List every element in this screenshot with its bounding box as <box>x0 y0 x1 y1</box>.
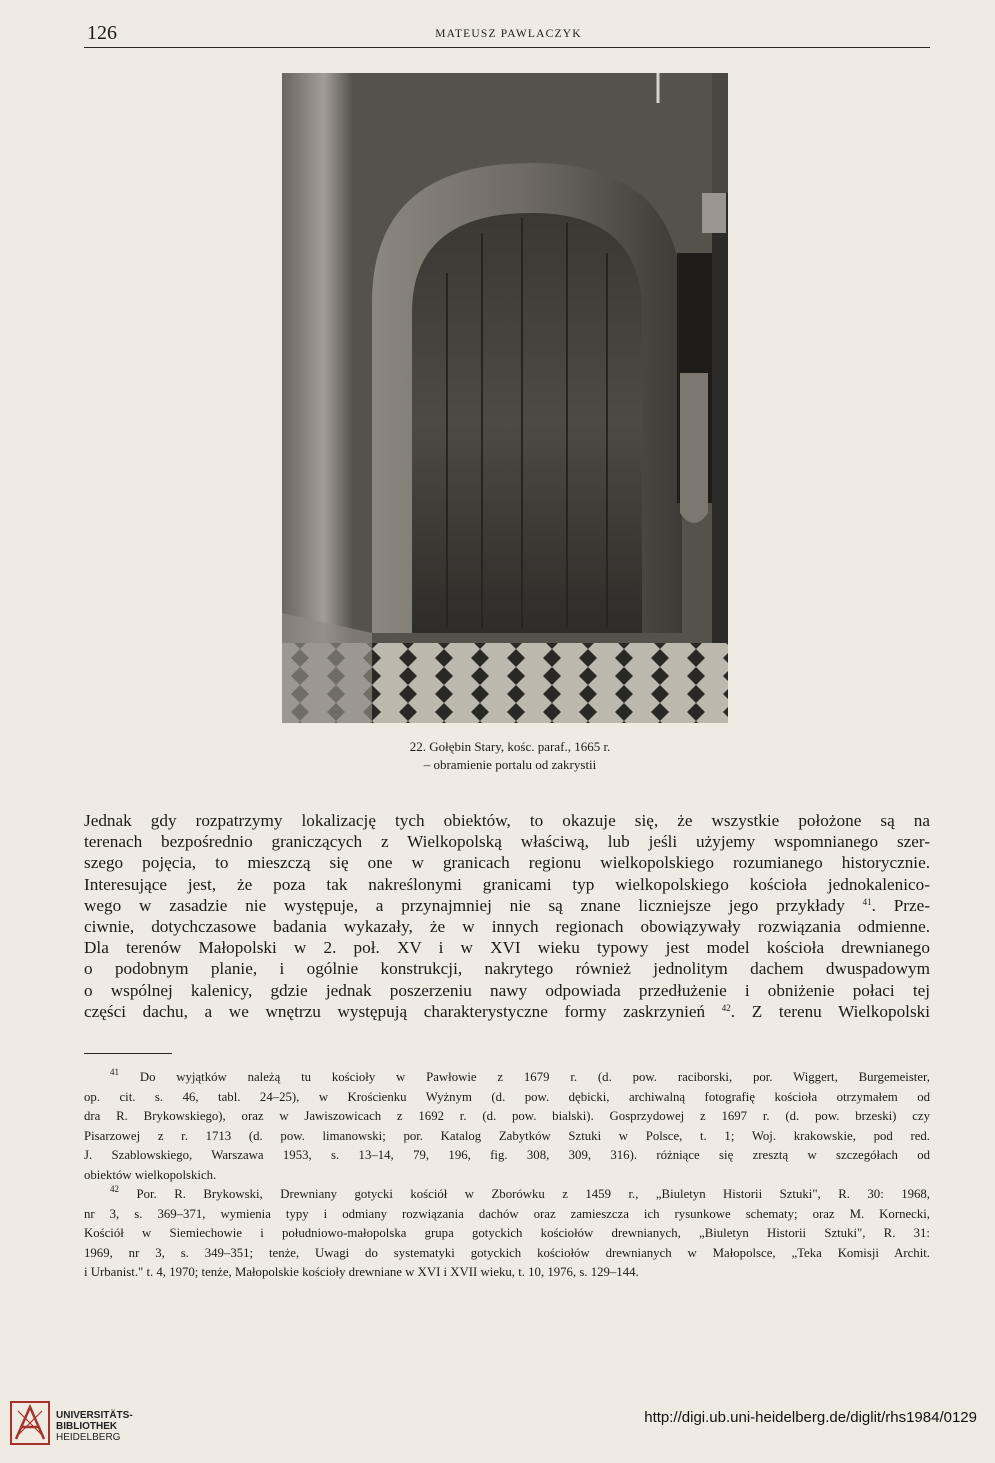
body-paragraph <box>84 810 930 1022</box>
footnote-rule <box>84 1053 172 1054</box>
header-rule <box>84 47 930 48</box>
footnote-42-line <box>84 1185 930 1205</box>
portal-photo-illustration <box>282 73 728 723</box>
footnote-42-line: 1969, nr 3, s. 349–351; tenże, Uwagi do systematyki gotyckich kościołów drewnianych w Małopolsce, „Teka Komisji Archit. <box>84 1245 930 1260</box>
body-line-tail: . Z terenu Wielkopolski <box>730 1001 930 1021</box>
body-line: Dla terenów Małopolski w 2. poł. XV i w XVI wieku typowy jest model kościoła drewnianego <box>84 938 930 958</box>
figure-photograph <box>282 73 728 723</box>
library-logo-icon <box>10 1401 50 1445</box>
body-line: terenach bezpośrednio graniczących z Wielkopolską właściwą, lub jeśli użyjemy wspomnianego szer- <box>84 832 930 852</box>
footnote-text: Do wyjątków należą tu kościoły w Pawłowie z 1679 r. (d. pow. raciborski, por. Wiggert, Burgemeister, <box>139 1070 930 1084</box>
library-name-line-2: BIBLIOTHEK <box>56 1421 118 1432</box>
footnote-ref-42: 42 <box>721 1002 731 1013</box>
body-line <box>84 1001 930 1022</box>
page-number: 126 <box>87 22 117 44</box>
figure-caption <box>260 738 760 774</box>
body-line: szego pojęcia, to mieszczą się one w granicach regionu wielkopolskiego rozumianego historycznie. <box>84 853 930 873</box>
library-name-line-3: HEIDELBERG <box>56 1432 121 1443</box>
caption-line-2: – obramienie portalu od zakrystii <box>423 757 597 772</box>
caption-line-1: 22. Gołębin Stary, kośc. paraf., 1665 r. <box>409 739 611 754</box>
body-line: ciwnie, dotychczasowe badania wykazały, że w innych regionach obowiązywały rozwiązania odmienne. <box>84 917 930 937</box>
footnotes <box>84 1068 930 1283</box>
source-url-link[interactable]: http://digi.ub.uni-heidelberg.de/diglit/rhs1984/0129 <box>644 1409 977 1426</box>
footnote-41-line: J. Szablowskiego, Warszawa 1953, s. 13–14, 79, 196, fig. 308, 309, 316). różniące się zresztą w szczegółach od <box>84 1148 930 1162</box>
footnote-41-line: dra R. Brykowskiego), oraz w Jawiszowicach z 1692 r. (d. pow. bialski). Gosprzydowej z 1697 r. (d. pow. brzeski) czy <box>84 1109 930 1123</box>
running-head: MATEUSZ PAWLACZYK <box>435 28 582 40</box>
body-line: o wspólnej kalenicy, gdzie jednak poszerzeniu nawy odpowiada przedłużenie i obniżenie połaci tej <box>84 980 930 1000</box>
footnote-41-line: obiektów wielkopolskich. <box>84 1167 217 1182</box>
footnote-ref-41: 41 <box>862 896 872 907</box>
footnote-text: Por. R. Brykowski, Drewniany gotycki kościół w Zborówku z 1459 r., „Biuletyn Historii Sztuki", R. 30: 1968, <box>136 1187 930 1201</box>
body-line-text: wego w zasadzie nie występuje, a przynajmniej nie są znane liczniejsze jego przykłady <box>84 895 845 915</box>
library-name <box>56 1410 133 1443</box>
footnote-41-line: Pisarzowej z r. 1713 (d. pow. limanowski; por. Katalog Zabytków Sztuki w Polsce, t. 1; Woj. krakowskie, pod red. <box>84 1128 930 1143</box>
footnote-41-number: 41 <box>110 1068 119 1077</box>
body-line <box>84 895 930 916</box>
footnote-42-number: 42 <box>110 1185 119 1194</box>
body-line: o podobnym planie, i ogólnie konstrukcji, nakrytego również jednolitym dachem dwuspadowym <box>84 959 930 979</box>
footnote-42-line: i Urbanist." t. 4, 1970; tenże, Małopolskie kościoły drewniane w XVI i XVII wieku, t. 10, 1976, s. 129–144. <box>84 1265 639 1279</box>
footnote-42-line: nr 3, s. 369–371, wymienia typy i odmiany rozwiązania dachów oraz zamieszcza ich rysunkowe schematy; oraz M. Kornecki, <box>84 1206 930 1221</box>
body-line-tail: . Prze- <box>871 895 931 915</box>
body-line: Interesujące jest, że poza tak nakreślonymi granicami typ wielkopolskiego kościoła jednokalenico- <box>84 874 930 894</box>
footnote-42-line: Kościół w Siemiechowie i południowo-małopolska grupa gotyckich kościołów drewnianych, „Biuletyn Historii Sztuki", R. 31: <box>84 1226 930 1240</box>
footnote-41-line: op. cit. s. 46, tabl. 24–25), w Krościenku Wyżnym (d. pow. dębicki, archiwalną fotografię kościoła otrzymałem od <box>84 1089 930 1104</box>
body-line-text: części dachu, a we wnętrzu występują charakterystyczne formy zaskrzynień <box>84 1001 706 1021</box>
library-name-line-1: UNIVERSITÄTS- <box>56 1410 133 1421</box>
footnote-41-line <box>84 1068 930 1088</box>
body-line: Jednak gdy rozpatrzymy lokalizację tych obiektów, to okazuje się, że wszystkie położone są na <box>84 811 930 830</box>
